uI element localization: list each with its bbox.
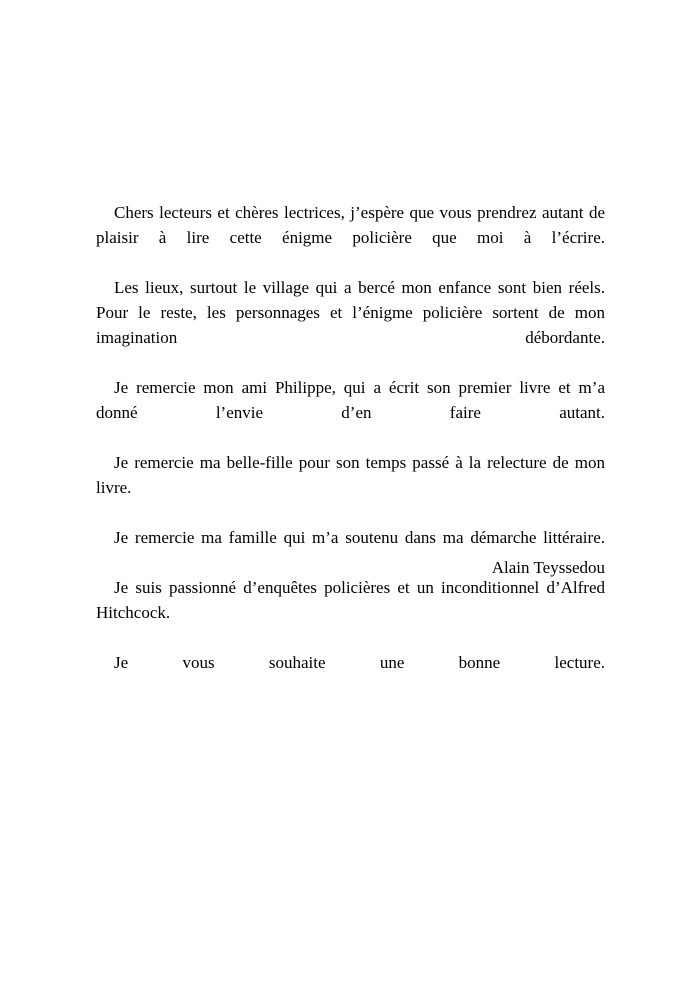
paragraph: Je remercie ma belle-fille pour son temps passé à la relecture de mon livre.	[96, 453, 605, 497]
paragraph: Les lieux, surtout le village qui a bercé mon enfance sont bien réels. Pour le reste, les personnages et l’énigme policière sortent de mon imagination débordante.	[96, 278, 605, 347]
paragraph: Chers lecteurs et chères lectrices, j’espère que vous prendrez autant de plaisir à lire cette énigme policière que moi à l’écrire.	[96, 203, 605, 247]
paragraph: Je remercie mon ami Philippe, qui a écrit son premier livre et m’a donné l’envie d’en faire autant.	[96, 378, 605, 422]
body-text-block	[96, 200, 605, 700]
paragraph: Je suis passionné d’enquêtes policières et un inconditionnel d’Alfred Hitchcock.	[96, 578, 605, 622]
paragraph: Je vous souhaite une bonne lecture.	[114, 653, 605, 672]
paragraph: Je remercie ma famille qui m’a soutenu dans ma démarche littéraire.	[114, 528, 605, 547]
author-signature: Alain Teyssedou	[491, 558, 605, 577]
